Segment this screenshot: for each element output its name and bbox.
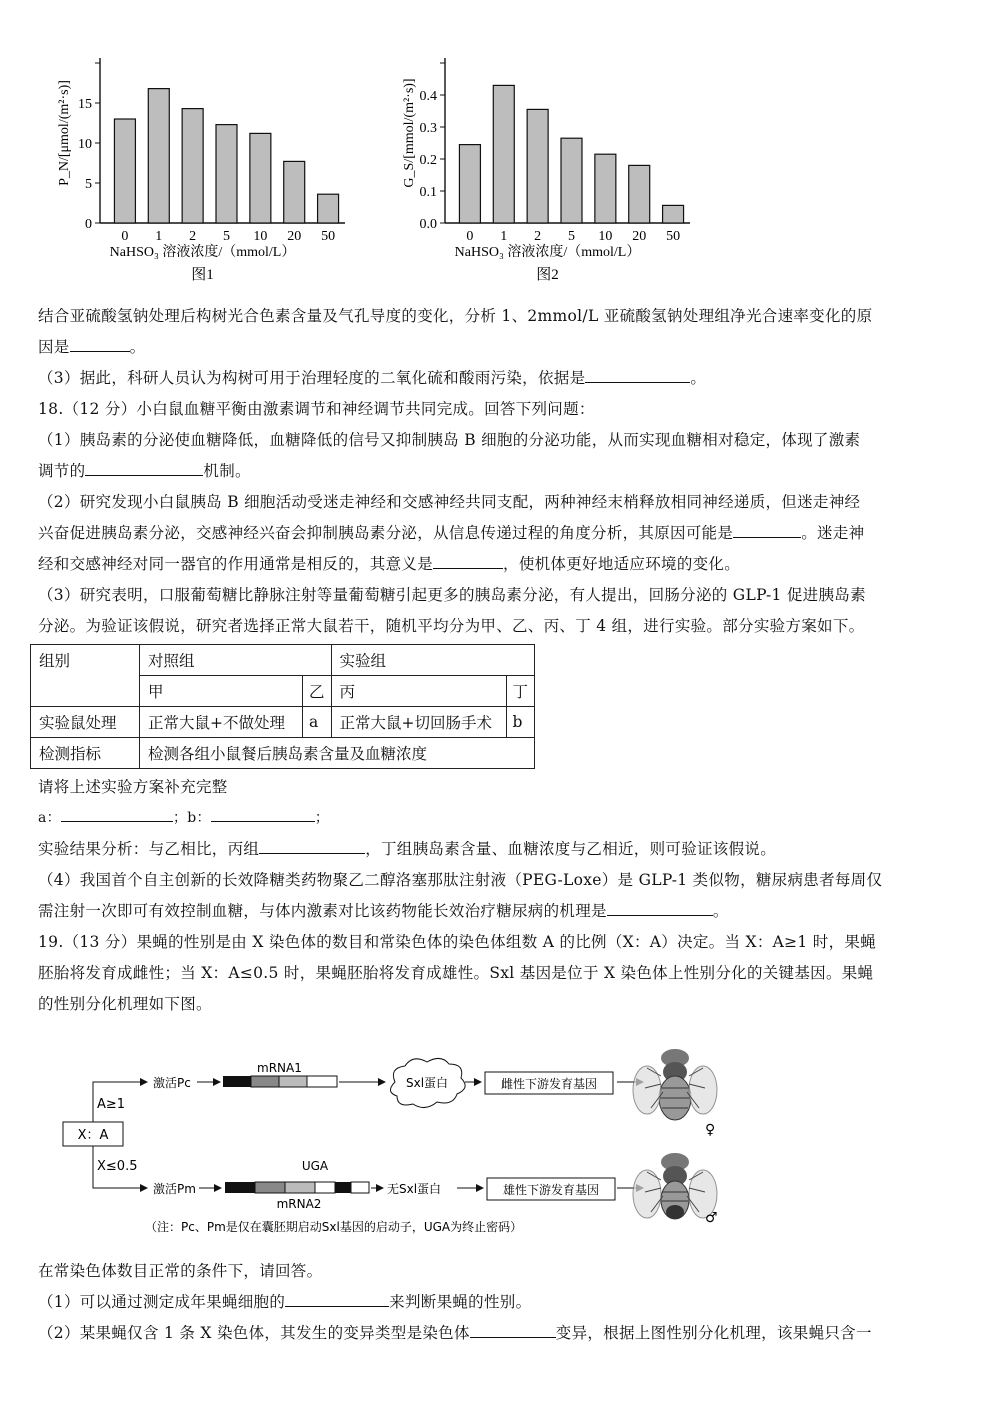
y-tick-label: 10 xyxy=(78,137,92,152)
mrna2-segment xyxy=(335,1182,351,1193)
y-tick-label: 0 xyxy=(85,217,92,232)
sex-differentiation-diagram xyxy=(55,1040,735,1244)
text: 需注射一次即可有效控制血糖，与体内激素对比该药物能长效治疗糖尿病的机理是 xyxy=(38,902,607,920)
cell-group: 组别 xyxy=(31,645,140,707)
cell-ding: 丁 xyxy=(506,676,535,707)
cell-bing: 丙 xyxy=(331,676,506,707)
chart-1 xyxy=(50,40,370,294)
mrna2-segment xyxy=(351,1182,369,1193)
text-line xyxy=(38,896,953,927)
paragraph-analysis xyxy=(38,301,953,642)
text-line: 的性别分化机理如下图。 xyxy=(38,995,212,1013)
text-line xyxy=(38,1318,953,1349)
text: （3）据此，科研人员认为构树可用于治理轻度的二氧化硫和酸雨污染，依据是 xyxy=(38,369,586,387)
x-tick-label: 5 xyxy=(223,229,230,244)
female-symbol: ♀ xyxy=(705,1122,716,1138)
chart-2 xyxy=(395,40,715,294)
x-tick-label: 5 xyxy=(568,229,575,244)
y-tick-label: 0.1 xyxy=(419,185,437,200)
answer-blank[interactable] xyxy=(433,550,503,569)
text: a： xyxy=(38,810,61,826)
figure-caption: 图2 xyxy=(536,267,559,283)
question-19-heading: 19.（13 分）果蝇的性别是由 X 染色体的数目和常染色体的染色体组数 A 的比例（X：A）决定。当 X：A≥1 时，果蝇 xyxy=(38,933,876,951)
bar xyxy=(250,133,271,223)
bar xyxy=(284,161,305,223)
text-line: 结合亚硫酸氢钠处理后构树光合色素含量及气孔导度的变化，分析 1、2mmol/L 亚硫酸氢钠处理组净光合速率变化的原 xyxy=(38,307,873,325)
x-tick-label: 0 xyxy=(466,229,474,244)
text: 。迷走神 xyxy=(801,524,865,542)
text-line: 胚胎将发育成雌性；当 X：A≤0.5 时，果蝇胚胎将发育成雄性。Sxl 基因是位于 X 染色体上性别分化的关键基因。果蝇 xyxy=(38,964,874,982)
x-tick-label: 20 xyxy=(632,229,647,244)
bar xyxy=(114,119,135,223)
mrna1-segment xyxy=(279,1076,307,1087)
text-line: 在常染色体数目正常的条件下，请回答。 xyxy=(38,1262,323,1280)
figure-caption: 图1 xyxy=(191,267,214,283)
question-18-heading: 18.（12 分）小白鼠血糖平衡由激素调节和神经调节共同完成。回答下列问题： xyxy=(38,400,595,418)
x-tick-label: 50 xyxy=(321,229,336,244)
x-tick-label: 1 xyxy=(155,229,163,244)
y-axis-label: P_N/[μmol/(m²·s)] xyxy=(57,80,72,186)
y-axis-label: G_S/[mmol/(m²·s)] xyxy=(402,78,417,188)
text-line xyxy=(38,549,953,580)
bar xyxy=(527,109,548,223)
cell-treat-jia: 正常大鼠+不做处理 xyxy=(140,707,303,738)
text: 调节的 xyxy=(38,462,86,480)
bar xyxy=(318,194,339,223)
mrna1-segment xyxy=(307,1076,337,1087)
cell-treat-ding: b xyxy=(506,707,535,738)
text: 。 xyxy=(690,369,707,387)
mrna2-segment xyxy=(225,1182,255,1193)
sxl-protein-label: Sxl蛋白 xyxy=(405,1076,449,1090)
text-line: 请将上述实验方案补充完整 xyxy=(38,778,228,796)
text-line: （1）胰岛素的分泌使血糖降低，血糖降低的信号又抑制胰岛 B 细胞的分泌功能，从而实现血糖相对稳定，体现了激素 xyxy=(38,431,861,449)
cell-control: 对照组 xyxy=(140,645,332,676)
x-tick-label: 2 xyxy=(534,229,542,244)
text: 经和交感神经对同一器官的作用通常是相反的，其意义是 xyxy=(38,555,434,573)
bar xyxy=(595,154,616,223)
answer-blank[interactable] xyxy=(285,1288,389,1307)
y-tick-label: 15 xyxy=(78,97,92,112)
y-tick-label: 5 xyxy=(85,177,92,192)
cell-treat: 实验鼠处理 xyxy=(31,707,140,738)
x-tick-label: 20 xyxy=(287,229,302,244)
answer-blank[interactable] xyxy=(85,457,203,476)
x-tick-label: 0 xyxy=(121,229,129,244)
bar xyxy=(561,138,582,223)
text: 。 xyxy=(129,338,146,356)
text-line: （2）研究发现小白鼠胰岛 B 细胞活动受迷走神经和交感神经共同支配，两种神经末梢释放相同神经递质，但迷走神经 xyxy=(38,493,861,511)
x-axis-label: NaHSO₃ 溶液浓度/（mmol/L） xyxy=(109,245,296,260)
condition-female: A≥1 xyxy=(97,1097,126,1112)
x-tick-label: 1 xyxy=(500,229,508,244)
mrna2-label: mRNA2 xyxy=(276,1197,322,1211)
text: ； xyxy=(314,810,330,826)
text-line xyxy=(38,1287,953,1318)
answer-blank-a[interactable] xyxy=(61,803,173,822)
answer-blank[interactable] xyxy=(607,897,713,916)
mrna1-label: mRNA1 xyxy=(257,1061,302,1075)
cell-treat-bing: 正常大鼠+切回肠手术 xyxy=(331,707,506,738)
diagram-note: （注：Pc、Pm是仅在囊胚期启动Sxl基因的启动子，UGA为终止密码） xyxy=(145,1220,523,1234)
activate-pc-label: 激活Pc xyxy=(153,1076,191,1090)
male-gene-label: 雄性下游发育基因 xyxy=(502,1183,600,1197)
text-line xyxy=(38,803,953,834)
female-fly-image xyxy=(633,1049,717,1120)
text-line: （4）我国首个自主创新的长效降糖类药物聚乙二醇洛塞那肽注射液（PEG-Loxe）是 GLP-1 类似物，糖尿病患者每周仅 xyxy=(38,871,883,889)
mrna1-segment xyxy=(251,1076,279,1087)
mrna2-segment xyxy=(255,1182,285,1193)
paragraph-q18-part2 xyxy=(38,772,953,1020)
cell-detect-value: 检测各组小鼠餐后胰岛素含量及血糖浓度 xyxy=(140,738,535,769)
experiment-table xyxy=(30,644,535,769)
bar-chart-pn xyxy=(50,40,370,290)
answer-blank[interactable] xyxy=(585,364,690,383)
y-tick-label: 0.2 xyxy=(419,153,437,168)
bar xyxy=(182,109,203,223)
xa-label: X：A xyxy=(77,1128,109,1143)
y-tick-label: 0.4 xyxy=(419,89,437,104)
bar-chart-gs xyxy=(395,40,715,290)
condition-male: X≤0.5 xyxy=(97,1159,138,1174)
bar xyxy=(493,85,514,223)
text: ，使机体更好地适应环境的变化。 xyxy=(503,555,741,573)
text: 机制。 xyxy=(203,462,251,480)
male-symbol: ♂ xyxy=(705,1210,718,1226)
bar xyxy=(216,125,237,223)
answer-blank[interactable] xyxy=(733,519,801,538)
text: 实验结果分析：与乙相比，丙组 xyxy=(38,840,260,858)
bar xyxy=(663,205,684,223)
text-line: （3）研究表明，口服葡萄糖比静脉注射等量葡萄糖引起更多的胰岛素分泌，有人提出，回肠分泌的 GLP-1 促进胰岛素 xyxy=(38,586,866,604)
text-line xyxy=(38,332,953,363)
answer-blank-b[interactable] xyxy=(211,803,315,822)
text: 。 xyxy=(712,902,729,920)
activate-pm-label: 激活Pm xyxy=(153,1182,196,1196)
text: ，丁组胰岛素含量、血糖浓度与乙相近，则可验证该假说。 xyxy=(365,840,777,858)
y-tick-label: 0.0 xyxy=(419,217,437,232)
answer-blank[interactable] xyxy=(470,1319,556,1338)
answer-blank[interactable] xyxy=(259,835,365,854)
text: 兴奋促进胰岛素分泌，交感神经兴奋会抑制胰岛素分泌，从信息传递过程的角度分析，其原因可能是 xyxy=(38,524,734,542)
text: （1）可以通过测定成年果蝇细胞的 xyxy=(38,1293,286,1311)
answer-blank[interactable] xyxy=(70,333,130,352)
bar xyxy=(459,145,480,223)
x-tick-label: 10 xyxy=(598,229,613,244)
text: ；b： xyxy=(172,810,211,826)
mrna1-segment xyxy=(223,1076,251,1087)
cell-experiment: 实验组 xyxy=(331,645,535,676)
cell-yi: 乙 xyxy=(303,676,332,707)
cell-treat-yi: a xyxy=(303,707,332,738)
text-line xyxy=(38,363,953,394)
text-line xyxy=(38,518,953,549)
y-tick-label: 0.3 xyxy=(419,121,437,136)
female-gene-label: 雌性下游发育基因 xyxy=(500,1077,598,1091)
cell-jia: 甲 xyxy=(140,676,303,707)
uga-label: UGA xyxy=(301,1159,329,1173)
text: 变异，根据上图性别分化机理，该果蝇只含一 xyxy=(555,1324,872,1342)
text: （2）某果蝇仅含 1 条 X 染色体，其发生的变异类型是染色体 xyxy=(38,1324,470,1342)
paragraph-q19 xyxy=(38,1256,953,1349)
text: 因是 xyxy=(38,338,70,356)
no-sxl-label: 无Sxl蛋白 xyxy=(387,1182,442,1196)
bar xyxy=(629,165,650,223)
mrna2-segment xyxy=(285,1182,315,1193)
text: 来判断果蝇的性别。 xyxy=(389,1293,532,1311)
cell-detect: 检测指标 xyxy=(31,738,140,769)
text-line: 分泌。为验证该假说，研究者选择正常大鼠若干，随机平均分为甲、乙、丙、丁 4 组，进行实验。部分实验方案如下。 xyxy=(38,617,865,635)
x-tick-label: 50 xyxy=(666,229,681,244)
x-axis-label: NaHSO₃ 溶液浓度/（mmol/L） xyxy=(454,245,641,260)
bar xyxy=(148,89,169,223)
text-line xyxy=(38,834,953,865)
x-tick-label: 2 xyxy=(189,229,197,244)
text-line xyxy=(38,456,953,487)
x-tick-label: 10 xyxy=(253,229,268,244)
mrna2-segment xyxy=(315,1182,335,1193)
